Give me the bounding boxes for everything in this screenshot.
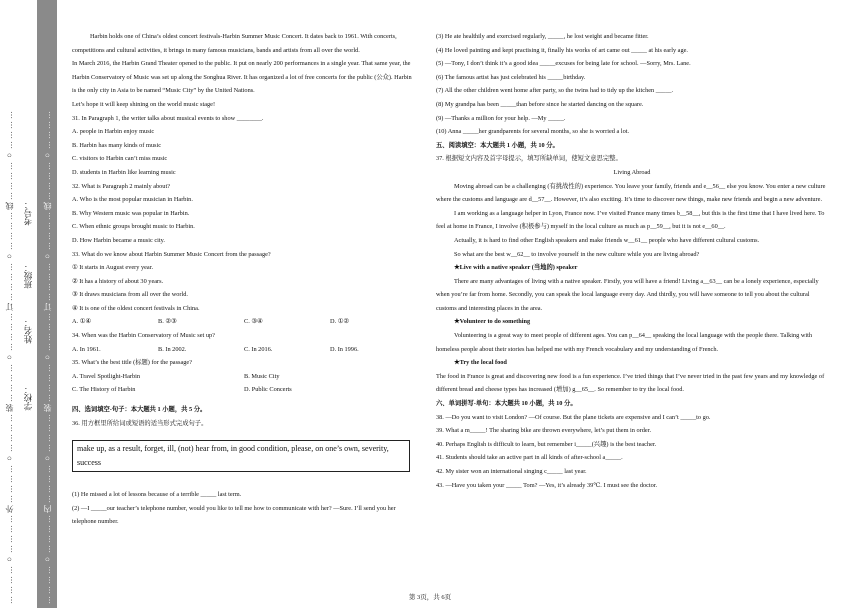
binding-margin — [0, 0, 60, 608]
field-name: 姓名： — [23, 318, 33, 344]
question-32: 32. What is Paragraph 2 mainly about? — [72, 182, 170, 190]
section-heading: 六、单词拼写-单句：本大题共 10 小题，共 10 分。 — [436, 400, 577, 408]
sentence: (9) —Thanks a million for your help. —My _____. — [436, 114, 566, 122]
passage-paragraph: In March 2016, the Harbin Grand Theater opened to the public. It put on nearly 200 performances in a single year. That same year, the Harbin Conservatory of Music was set up along the Songhua River. It has organized a lot of free concerts for the public (公众). Harbin is the only city in Asia to be named “Music City” by the United Nations. — [72, 60, 412, 95]
field-number: 考号： — [23, 200, 33, 226]
option: B. Harbin has many kinds of music — [72, 141, 162, 149]
passage-paragraph: There are many advantages of living with a native speaker. Firstly, you will have a friend! Living a__63__ can be a lonely experience, especially when you’re far from home. Secondly, you can speak the local language every day. And thirdly, you will have someone to tell you about the cultural customs and interesting places in the area. — [436, 277, 819, 312]
field-class: 班级： — [23, 263, 33, 289]
passage-paragraph: The food in France is great and discovering new food is a fun experience. I’ve tried things that I’ve never tried in the past few years and my knowledge of different bread and cheese types has increased (增加) g__65__. So remember to try the local food. — [436, 372, 825, 394]
subheading: ★Live with a native speaker (当地的) speaker — [454, 264, 578, 272]
option: B. ②③ — [158, 318, 177, 326]
inner-seal-line: …………○…………内…………○…………装…………○…………订…………○…………线…………○………… — [43, 109, 52, 604]
option: A. people in Harbin enjoy music — [72, 128, 155, 136]
section-heading: 四、选词填空-句子：本大题共 1 小题，共 5 分。 — [72, 406, 207, 414]
question-35: 35. What’s the best title (标题) for the passage? — [72, 359, 193, 367]
option: C. ③④ — [244, 318, 263, 326]
sentence: (5) —Tony, I don’t think it’s a good idea _____excuses for being late for school. —Sorry, Mrs. Lane. — [436, 60, 691, 68]
sentence: (2) —I _____our teacher’s telephone number, would you like to tell me how to communicate with her? —Sure. I’ll send you her telephone number. — [72, 504, 396, 526]
passage-paragraph: I am working as a language helper in Lyon, France now. I’ve visited France many times b__58__, but this is the first time that I have lived here. To feel at home in France, I involve (积极参与) myself in the local culture as much as p__59__, but it is not e__60__. — [436, 209, 825, 231]
statement: ③ It draws musicians from all over the world. — [72, 291, 188, 299]
option: A. In 1961. — [72, 345, 101, 353]
option: A. ①④ — [72, 318, 91, 326]
field-school: 学校： — [23, 385, 33, 411]
option: C. When ethnic groups brought music to Harbin. — [72, 223, 195, 231]
page-footer: 第 3页，共 6页 — [408, 594, 452, 601]
passage-paragraph: Harbin holds one of China’s oldest concert festivals-Harbin Summer Music Concert. It dates back to 1961. With concerts, competitions and cultural activities, it brings in many famous musicians, bands and artists from all over the world. — [72, 33, 397, 54]
option: D. Public Concerts — [244, 386, 292, 394]
passage-paragraph: So what are the best w__62__ to involve yourself in the new culture while you are living abroad? — [454, 250, 700, 258]
option: C. visitors to Harbin can’t miss music — [72, 155, 168, 163]
statement: ① It starts in August every year. — [72, 264, 154, 272]
sentence: (6) The famous artist has just celebrated his _____birthday. — [436, 73, 586, 81]
sentence: (10) Anna _____her grandparents for several months, so she is worried a lot. — [436, 128, 630, 136]
option: C. The History of Harbin — [72, 386, 136, 394]
option: D. ①② — [330, 318, 349, 326]
passage-paragraph: Let’s hope it will keep shining on the world music stage! — [72, 100, 216, 108]
passage-paragraph: Moving abroad can be a challenging (有挑战性的) experience. You leave your family, friends and e__56__ else you know. You enter a new culture where the customs and language are d__57__. However, it’s also exciting. It’s time to discover new things, make new friends and begin a new adventure. — [436, 182, 826, 204]
sentence: (8) My grandpa has been _____than before since he started dancing on the square. — [436, 100, 644, 108]
option: D. How Harbin became a music city. — [72, 236, 165, 244]
options-row — [72, 383, 416, 397]
question-43: 43. —Have you taken your _____ Tom? —Yes, it’s already 39℃. I must see the doctor. — [436, 481, 658, 489]
option: C. In 2016. — [244, 345, 273, 353]
question-41: 41. Students should take an active part in all kinds of after-school a_____. — [436, 454, 623, 462]
option: B. In 2002. — [158, 345, 187, 353]
question-42: 42. My sister won an international singing c_____ last year. — [436, 468, 587, 475]
question-38: 38. —Do you want to visit London? —Of course. But the plane tickets are expensive and I can’t _____to go. — [436, 413, 711, 421]
statement: ② It has a history of about 30 years. — [72, 277, 164, 285]
sentence: (4) He loved painting and kept practising it, finally his works of art came out _____ at his early age. — [436, 46, 688, 54]
question-39: 39. What a m_____! The sharing bike are thrown everywhere, let’s put them in order. — [436, 427, 652, 435]
question-36: 36. 用方框里所给词或短语的适当形式完成句子。 — [72, 419, 208, 427]
options-row — [72, 343, 416, 357]
left-column — [72, 30, 416, 529]
word-box: make up, as a result, forget, ill, (not) hear from, in good condition, please, on one’s own, severity, success — [72, 440, 410, 472]
options-row — [72, 315, 416, 329]
subheading: ★Volunteer to do something — [454, 318, 531, 326]
passage-paragraph: Actually, it is hard to find other English speakers and make friends w__61__ people who have different cultural customs. — [454, 236, 760, 244]
question-40: 40. Perhaps English is difficult to learn, but remember i_____(兴趣) is the best teacher. — [436, 440, 657, 448]
outer-seal-line: …………○…………外…………○…………装…………○…………订…………○…………线…………○………… — [5, 109, 14, 604]
sentence: (7) All the other children went home after party, so the twins had to tidy up the kitchen _____. — [436, 87, 674, 95]
options-row — [72, 370, 416, 384]
question-31: 31. In Paragraph 1, the writer talks about musical events to show ________. — [72, 114, 264, 122]
option: D. students in Harbin like learning music — [72, 168, 176, 176]
passage-title: Living Abroad — [613, 168, 651, 176]
option: A. Who is the most popular musician in Harbin. — [72, 196, 193, 204]
option: B. Why Western music was popular in Harbin. — [72, 209, 190, 217]
question-34: 34. When was the Harbin Conservatory of Music set up? — [72, 332, 215, 340]
section-heading: 五、阅读填空：本大题共 1 小题，共 10 分。 — [436, 141, 559, 149]
statement: ④ It is one of the oldest concert festivals in China. — [72, 304, 200, 312]
option: A. Travel Spotlight-Harbin — [72, 372, 141, 380]
sentence: (1) He missed a lot of lessons because of a terrible _____ last term. — [72, 491, 242, 499]
option: B. Music City — [244, 372, 280, 380]
question-37: 37. 根据短文内容及首字母提示，填写所缺单词，使短文意思完整。 — [436, 155, 622, 163]
question-33: 33. What do we know about Harbin Summer Music Concert from the passage? — [72, 250, 271, 258]
option: D. In 1996. — [330, 345, 359, 353]
subheading: ★Try the local food — [454, 359, 507, 367]
sentence: (3) He ate healthily and exercised regularly, _____, he lost weight and became fitter. — [436, 33, 649, 40]
passage-paragraph: Volunteering is a great way to meet people of different ages. You can p__64__ speaking the local language with the people there. Talking with homeless people about their stories has helped me with my French vocabulary and my understanding of French. — [436, 332, 813, 353]
right-column — [436, 30, 828, 492]
